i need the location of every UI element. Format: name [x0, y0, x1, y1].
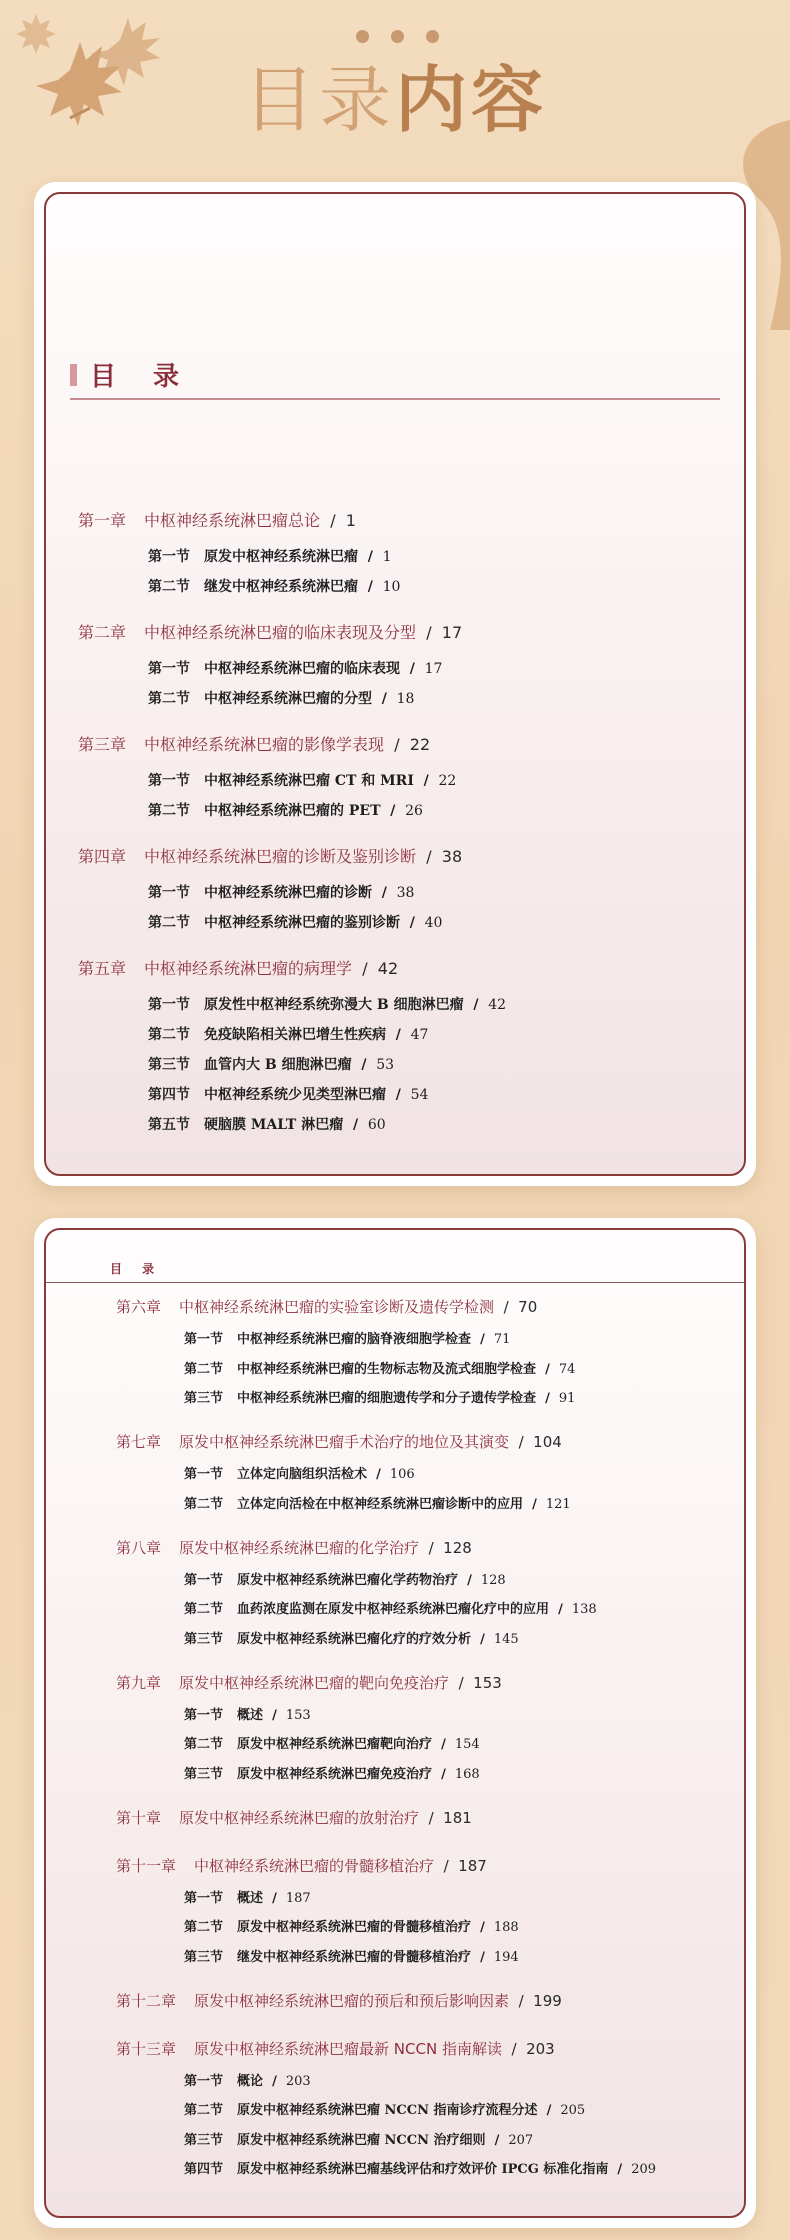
toc-running-header-text: 目 录: [110, 1262, 163, 1276]
section-number: 第一节: [184, 1572, 224, 1588]
section-row: [184, 1887, 311, 1906]
section-title: 中枢神经系统淋巴瘤的分型: [204, 691, 372, 707]
section-number: 第三节: [148, 1057, 190, 1073]
page-number: 145: [493, 1631, 519, 1647]
page-number: 199: [533, 1991, 562, 2010]
page-separator: /: [358, 549, 383, 565]
page-number: 1: [382, 549, 392, 565]
chapter-title: 原发中枢神经系统淋巴瘤的化学治疗: [179, 1538, 420, 1557]
section-title: 中枢神经系统淋巴瘤的 PET: [204, 803, 381, 819]
chapter-number: 第六章: [116, 1298, 162, 1316]
page-number: 188: [493, 1920, 519, 1935]
section-row: [148, 546, 392, 566]
page-number: 106: [389, 1467, 415, 1482]
section-number: 第一节: [184, 1890, 224, 1906]
page-separator: /: [494, 1298, 519, 1316]
page-number: 42: [488, 997, 507, 1013]
page-number: 181: [443, 1808, 472, 1827]
section-number: 第三节: [184, 1391, 224, 1406]
chapter-number: 第九章: [116, 1673, 162, 1692]
toc-page-2: [34, 1218, 756, 2228]
chapter-row: [78, 732, 430, 755]
chapter-title: 原发中枢神经系统淋巴瘤的靶向免疫治疗: [179, 1673, 450, 1692]
page-number: 209: [631, 2162, 657, 2177]
page-separator: /: [509, 1991, 534, 2010]
chapter-title: 中枢神经系统淋巴瘤的实验室诊断及遗传学检测: [179, 1298, 495, 1316]
chapter-row: [116, 1990, 562, 2011]
section-title: 原发中枢神经系统淋巴瘤免疫治疗: [237, 1766, 433, 1782]
section-row: [148, 1084, 428, 1104]
page-separator: /: [263, 1890, 286, 1906]
section-title: 原发中枢神经系统淋巴瘤 NCCN 治疗细则: [237, 2132, 486, 2148]
page-number: 138: [571, 1602, 597, 1617]
chapter-number: 第十一章: [116, 1856, 177, 1875]
chapter-title: 原发中枢神经系统淋巴瘤的预后和预后影响因素: [194, 1991, 510, 2010]
section-row: [184, 1463, 415, 1482]
chapter-title: 中枢神经系统淋巴瘤的诊断及鉴别诊断: [144, 847, 417, 866]
section-title: 免疫缺陷相关淋巴增生性疾病: [204, 1027, 386, 1043]
page-title-light: 目录: [242, 58, 395, 142]
page-separator: /: [523, 1496, 546, 1512]
page-separator: /: [416, 623, 442, 642]
section-row: [184, 1733, 480, 1752]
page-number: 22: [438, 773, 457, 789]
section-number: 第二节: [148, 915, 190, 931]
section-row: [184, 1598, 597, 1617]
toc-heading-text: 目 录: [90, 362, 194, 392]
page-separator: /: [537, 2103, 561, 2118]
page-separator: /: [351, 1057, 377, 1073]
section-number: 第一节: [148, 885, 190, 901]
section-row: [148, 800, 423, 820]
page-separator: /: [400, 661, 425, 677]
page-separator: /: [471, 1332, 494, 1347]
page-separator: /: [419, 1538, 444, 1557]
page-title-bold: 内容: [395, 58, 548, 142]
toc-page-1: [34, 182, 756, 1186]
section-title: 概论: [237, 2073, 264, 2089]
section-row: [148, 994, 506, 1014]
page-number: 154: [454, 1737, 480, 1752]
page-separator: /: [372, 885, 397, 901]
page-separator: /: [380, 803, 406, 819]
page-number: 10: [382, 579, 401, 595]
chapter-row: [116, 1672, 502, 1693]
chapter-number: 第七章: [116, 1433, 162, 1451]
chapter-number: 第十章: [116, 1808, 162, 1827]
page-number: 70: [518, 1298, 538, 1316]
section-number: 第二节: [184, 1920, 224, 1935]
section-number: 第二节: [184, 1602, 224, 1617]
section-title: 立体定向脑组织活检术: [237, 1467, 368, 1482]
section-row: [184, 2129, 533, 2148]
section-title: 中枢神经系统淋巴瘤的细胞遗传学和分子遗传学检查: [237, 1391, 537, 1406]
section-row: [148, 576, 400, 596]
chapter-number: 第四章: [78, 847, 127, 866]
section-number: 第二节: [148, 579, 190, 595]
page-separator: /: [384, 735, 410, 754]
section-row: [184, 1916, 519, 1935]
section-title: 原发性中枢神经系统弥漫大 B 细胞淋巴瘤: [204, 997, 464, 1013]
page-separator: /: [434, 1856, 459, 1875]
chapter-row: [116, 1296, 537, 1317]
section-number: 第四节: [148, 1087, 190, 1103]
chapter-row: [78, 956, 398, 979]
page-number: 207: [508, 2132, 534, 2148]
page-separator: /: [536, 1391, 559, 1406]
page-separator: /: [416, 847, 442, 866]
page-number: 91: [558, 1391, 576, 1406]
section-title: 原发中枢神经系统淋巴瘤靶向治疗: [237, 1737, 433, 1752]
chapter-title: 原发中枢神经系统淋巴瘤最新 NCCN 指南解读: [194, 2039, 502, 2058]
page-number: 194: [493, 1949, 519, 1965]
section-title: 原发中枢神经系统淋巴瘤基线评估和疗效评价 IPCG 标准化指南: [237, 2162, 609, 2177]
chapter-number: 第十三章: [116, 2039, 177, 2058]
section-row: [148, 882, 414, 902]
page-number: 168: [454, 1766, 480, 1782]
section-title: 概述: [237, 1890, 264, 1906]
section-row: [184, 1763, 480, 1782]
section-title: 血药浓度监测在原发中枢神经系统淋巴瘤化疗中的应用: [237, 1602, 550, 1617]
section-row: [184, 2158, 656, 2177]
section-number: 第二节: [184, 2103, 224, 2118]
chapter-row: [78, 844, 462, 867]
section-row: [148, 912, 442, 932]
chapter-number: 第五章: [78, 959, 127, 978]
section-row: [184, 2099, 585, 2118]
section-title: 中枢神经系统少见类型淋巴瘤: [204, 1087, 386, 1103]
section-number: 第五节: [148, 1117, 190, 1133]
page-number: 104: [533, 1433, 562, 1451]
page-separator: /: [432, 1766, 455, 1782]
page-separator: /: [320, 511, 346, 530]
section-number: 第一节: [184, 1332, 224, 1347]
section-row: [148, 1114, 386, 1134]
chapter-row: [78, 508, 356, 531]
section-row: [184, 1328, 510, 1347]
page-separator: /: [352, 959, 378, 978]
page-separator: /: [471, 1631, 494, 1647]
section-row: [184, 2070, 311, 2089]
page-number: 121: [545, 1496, 571, 1512]
chapter-title: 中枢神经系统淋巴瘤的临床表现及分型: [144, 623, 417, 642]
page-number: 53: [376, 1057, 395, 1073]
section-number: 第二节: [148, 803, 190, 819]
section-row: [184, 1704, 311, 1723]
page-separator: /: [358, 579, 383, 595]
page-separator: /: [471, 1920, 494, 1935]
page-number: 42: [377, 959, 399, 978]
section-title: 中枢神经系统淋巴瘤的生物标志物及流式细胞学检查: [237, 1361, 537, 1377]
page-separator: /: [367, 1467, 390, 1482]
section-title: 中枢神经系统淋巴瘤的鉴别诊断: [204, 915, 400, 931]
chapter-row: [116, 1807, 472, 1828]
chapter-row: [78, 620, 462, 643]
section-row: [184, 1387, 575, 1406]
page-number: 128: [480, 1572, 506, 1588]
page-separator: /: [343, 1117, 368, 1133]
page-number: 153: [285, 1707, 311, 1723]
section-number: 第一节: [184, 2073, 224, 2089]
section-number: 第一节: [184, 1467, 224, 1482]
chapter-number: 第八章: [116, 1538, 162, 1557]
page-number: 205: [560, 2103, 586, 2118]
page-separator: /: [386, 1087, 411, 1103]
chapter-number: 第三章: [78, 735, 127, 754]
section-number: 第三节: [184, 1766, 224, 1782]
section-title: 中枢神经系统淋巴瘤的临床表现: [204, 661, 400, 677]
page-separator: /: [458, 1572, 481, 1588]
section-number: 第二节: [184, 1496, 224, 1512]
chapter-number: 第十二章: [116, 1991, 177, 2010]
page-title: [0, 58, 790, 142]
section-number: 第一节: [148, 997, 190, 1013]
section-title: 概述: [237, 1707, 264, 1723]
page-separator: /: [263, 1707, 286, 1723]
page-number: 71: [493, 1332, 511, 1347]
page-number: 38: [396, 885, 415, 901]
section-title: 立体定向活检在中枢神经系统淋巴瘤诊断中的应用: [237, 1496, 524, 1512]
section-title: 原发中枢神经系统淋巴瘤 NCCN 指南诊疗流程分述: [237, 2103, 538, 2118]
page-separator: /: [386, 1027, 411, 1043]
section-number: 第三节: [184, 1949, 224, 1965]
chapter-number: 第二章: [78, 623, 127, 642]
chapter-title: 中枢神经系统淋巴瘤的影像学表现: [144, 735, 385, 754]
page-number: 17: [441, 623, 463, 642]
section-number: 第二节: [148, 691, 190, 707]
page-separator: /: [485, 2132, 509, 2148]
section-title: 原发中枢神经系统淋巴瘤的骨髓移植治疗: [237, 1920, 472, 1935]
page-separator: /: [471, 1949, 494, 1965]
section-title: 原发中枢神经系统淋巴瘤化学药物治疗: [237, 1572, 459, 1588]
section-title: 中枢神经系统淋巴瘤的诊断: [204, 885, 372, 901]
section-title: 中枢神经系统淋巴瘤的脑脊液细胞学检查: [237, 1332, 472, 1347]
page-number: 128: [443, 1538, 472, 1557]
chapter-title: 中枢神经系统淋巴瘤的骨髓移植治疗: [194, 1856, 435, 1875]
page-number: 203: [526, 2039, 555, 2058]
section-row: [184, 1493, 571, 1512]
section-number: 第一节: [148, 661, 190, 677]
section-row: [184, 1358, 575, 1377]
toc-list: [46, 1230, 744, 2216]
page-separator: /: [536, 1361, 559, 1377]
page-number: 1: [345, 511, 356, 530]
page-separator: /: [413, 773, 439, 789]
section-number: 第一节: [184, 1707, 224, 1723]
section-row: [184, 1946, 519, 1965]
page-separator: /: [463, 997, 489, 1013]
section-number: 第二节: [184, 1737, 224, 1752]
page-separator: /: [608, 2162, 632, 2177]
page-separator: /: [509, 1433, 534, 1451]
chapter-row: [116, 2038, 555, 2059]
section-title: 继发中枢神经系统淋巴瘤的骨髓移植治疗: [237, 1949, 472, 1965]
section-title: 硬脑膜 MALT 淋巴瘤: [204, 1117, 344, 1133]
page-number: 203: [285, 2073, 311, 2089]
page-number: 17: [424, 661, 443, 677]
section-number: 第三节: [184, 2132, 224, 2148]
section-row: [148, 1024, 428, 1044]
section-number: 第一节: [148, 773, 190, 789]
section-number: 第二节: [184, 1361, 224, 1377]
section-number: 第四节: [184, 2162, 224, 2177]
section-row: [184, 1628, 519, 1647]
section-row: [148, 770, 456, 790]
page-number: 60: [367, 1117, 386, 1133]
chapter-title: 原发中枢神经系统淋巴瘤的放射治疗: [179, 1808, 420, 1827]
page-number: 153: [473, 1673, 502, 1692]
chapter-title: 中枢神经系统淋巴瘤的病理学: [144, 959, 353, 978]
section-title: 继发中枢神经系统淋巴瘤: [204, 579, 358, 595]
chapter-number: 第一章: [78, 511, 127, 530]
page-number: 38: [441, 847, 463, 866]
page-number: 187: [285, 1890, 311, 1906]
section-title: 原发中枢神经系统淋巴瘤: [204, 549, 358, 565]
page-number: 47: [410, 1027, 429, 1043]
page-number: 187: [458, 1856, 487, 1875]
section-number: 第三节: [184, 1631, 224, 1647]
page-number: 40: [424, 915, 443, 931]
decorative-dots: [356, 30, 439, 43]
page-separator: /: [419, 1808, 444, 1827]
page-separator: /: [263, 2073, 286, 2089]
section-row: [148, 1054, 394, 1074]
toc-list: [46, 194, 744, 1174]
section-row: [148, 658, 442, 678]
section-title: 原发中枢神经系统淋巴瘤化疗的疗效分析: [237, 1631, 472, 1647]
page-separator: /: [432, 1737, 455, 1752]
chapter-title: 中枢神经系统淋巴瘤总论: [144, 511, 321, 530]
page-number: 26: [405, 803, 423, 819]
section-row: [184, 1569, 506, 1588]
page-number: 74: [558, 1361, 576, 1377]
section-title: 血管内大 B 细胞淋巴瘤: [204, 1057, 352, 1073]
page-number: 18: [396, 691, 415, 707]
chapter-title: 原发中枢神经系统淋巴瘤手术治疗的地位及其演变: [179, 1433, 510, 1451]
section-row: [148, 688, 414, 708]
chapter-row: [116, 1431, 562, 1452]
page-number: 54: [410, 1087, 429, 1103]
page-number: 22: [409, 735, 431, 754]
section-title: 中枢神经系统淋巴瘤 CT 和 MRI: [204, 773, 414, 789]
page-separator: /: [400, 915, 425, 931]
page-separator: /: [449, 1673, 474, 1692]
page-separator: /: [549, 1602, 572, 1617]
chapter-row: [116, 1537, 472, 1558]
section-number: 第一节: [148, 549, 190, 565]
chapter-row: [116, 1855, 487, 1876]
page-separator: /: [372, 691, 397, 707]
section-number: 第二节: [148, 1027, 190, 1043]
page-separator: /: [501, 2039, 527, 2058]
